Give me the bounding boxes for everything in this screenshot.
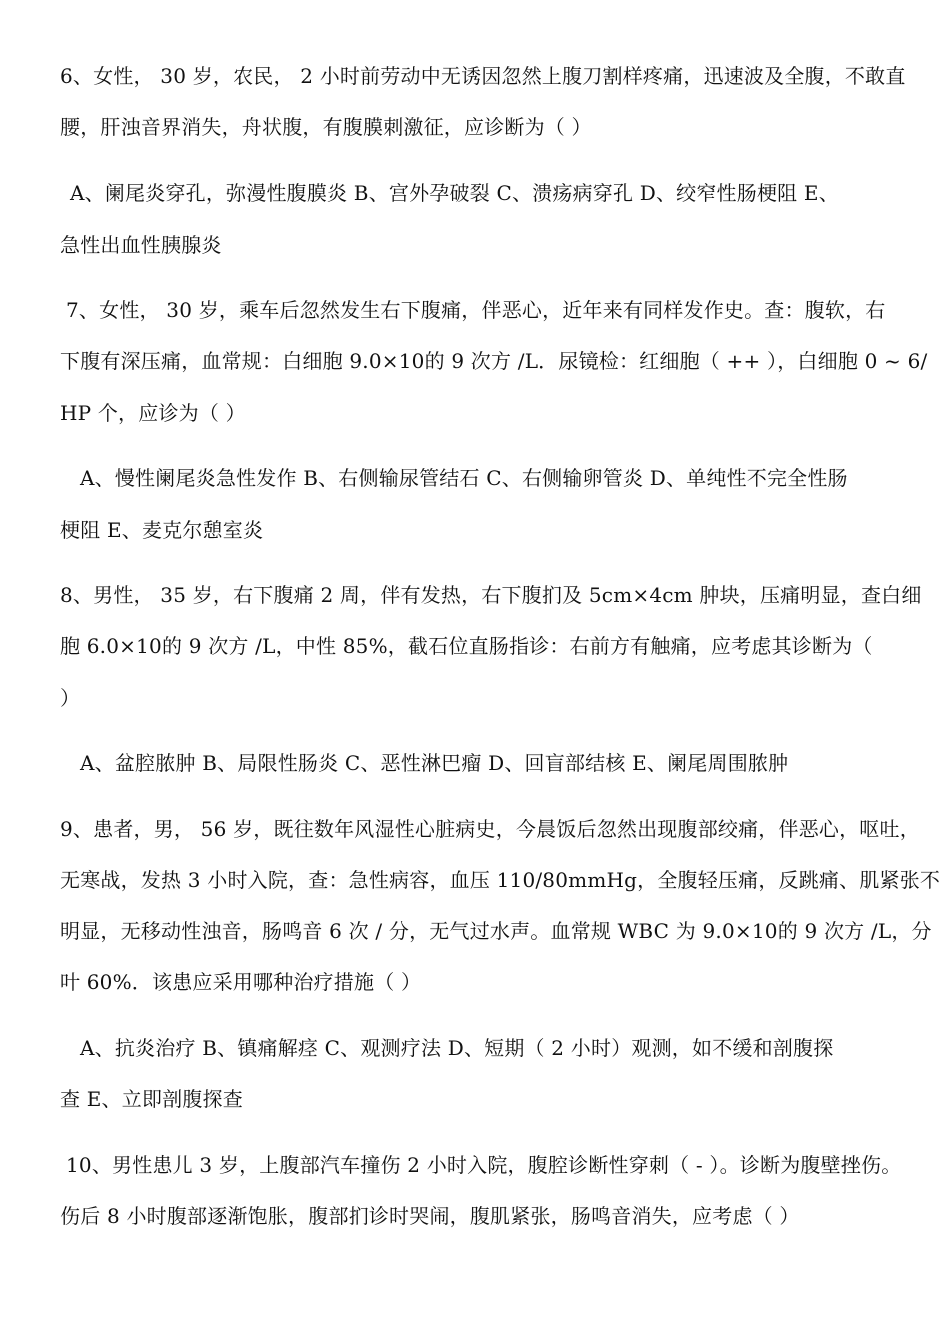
question-7-options-line-2: 梗阻 E、麦克尔憩室炎	[60, 518, 264, 542]
question-7-stem-line-1: 7、女性， 30 岁，乘车后忽然发生右下腹痛，伴恶心，近年来有同样发作史。查：腹软，右	[66, 298, 886, 322]
question-8-options-line-1: A、盆腔脓肿 B、局限性肠炎 C、恶性淋巴瘤 D、回盲部结核 E、阑尾周围脓肿	[80, 751, 789, 775]
question-6-stem-line-1: 6、女性， 30 岁，农民， 2 小时前劳动中无诱因忽然上腹刀割样疼痛，迅速波及全腹，不敢直	[60, 64, 906, 88]
question-10-stem-line-2: 伤后 8 小时腹部逐渐饱胀，腹部扪诊时哭闹，腹肌紧张，肠鸣音消失，应考虑（ ）	[60, 1204, 800, 1228]
question-9-stem-line-2: 无寒战，发热 3 小时入院，查：急性病容，血压 110/80mmHg，全腹轻压痛，反跳痛、肌紧张不	[60, 868, 941, 892]
question-7-options-line-1: A、慢性阑尾炎急性发作 B、右侧输尿管结石 C、右侧输卵管炎 D、单纯性不完全性肠	[80, 466, 848, 490]
question-7-stem-line-2: 下腹有深压痛，血常规：白细胞 9.0×10的 9 次方 /L．尿镜检：红细胞（ ++ ），白细胞 0 ~ 6/	[60, 349, 928, 373]
question-9-options-line-2: 查 E、立即剖腹探查	[60, 1087, 243, 1111]
question-9-stem-line-1: 9、患者，男， 56 岁，既往数年风湿性心脏病史，今晨饭后忽然出现腹部绞痛，伴恶心，呕吐，	[60, 817, 920, 841]
question-7-stem-line-3: HP 个，应诊为（ ）	[60, 401, 246, 425]
question-10-stem-line-1: 10、男性患儿 3 岁，上腹部汽车撞伤 2 小时入院，腹腔诊断性穿刺（ - ）。诊断为腹壁挫伤。	[66, 1153, 902, 1177]
question-6-stem-line-2: 腰，肝浊音界消失，舟状腹，有腹膜刺激征，应诊断为（ ）	[60, 115, 592, 139]
question-8-stem-line-2: 胞 6.0×10的 9 次方 /L，中性 85%，截石位直肠指诊：右前方有触痛，应考虑其诊断为（	[60, 634, 873, 658]
question-9-options-line-1: A、抗炎治疗 B、镇痛解痉 C、观测疗法 D、短期（ 2 小时）观测，如不缓和剖腹探	[80, 1036, 834, 1060]
question-8-stem-line-3: ）	[60, 686, 81, 710]
question-6-options-line-1: A、阑尾炎穿孔，弥漫性腹膜炎 B、宫外孕破裂 C、溃疡病穿孔 D、绞窄性肠梗阻 E、	[70, 181, 839, 205]
question-9-stem-line-3: 明显，无移动性浊音，肠鸣音 6 次 / 分，无气过水声。血常规 WBC 为 9.0×10的 9 次方 /L，分	[60, 919, 932, 943]
question-6-options-line-2: 急性出血性胰腺炎	[60, 233, 222, 257]
question-8-stem-line-1: 8、男性， 35 岁，右下腹痛 2 周，伴有发热，右下腹扪及 5cm×4cm 肿块，压痛明显，查白细	[60, 583, 922, 607]
question-9-stem-line-4: 叶 60%．该患应采用哪种治疗措施（ ）	[60, 970, 422, 994]
